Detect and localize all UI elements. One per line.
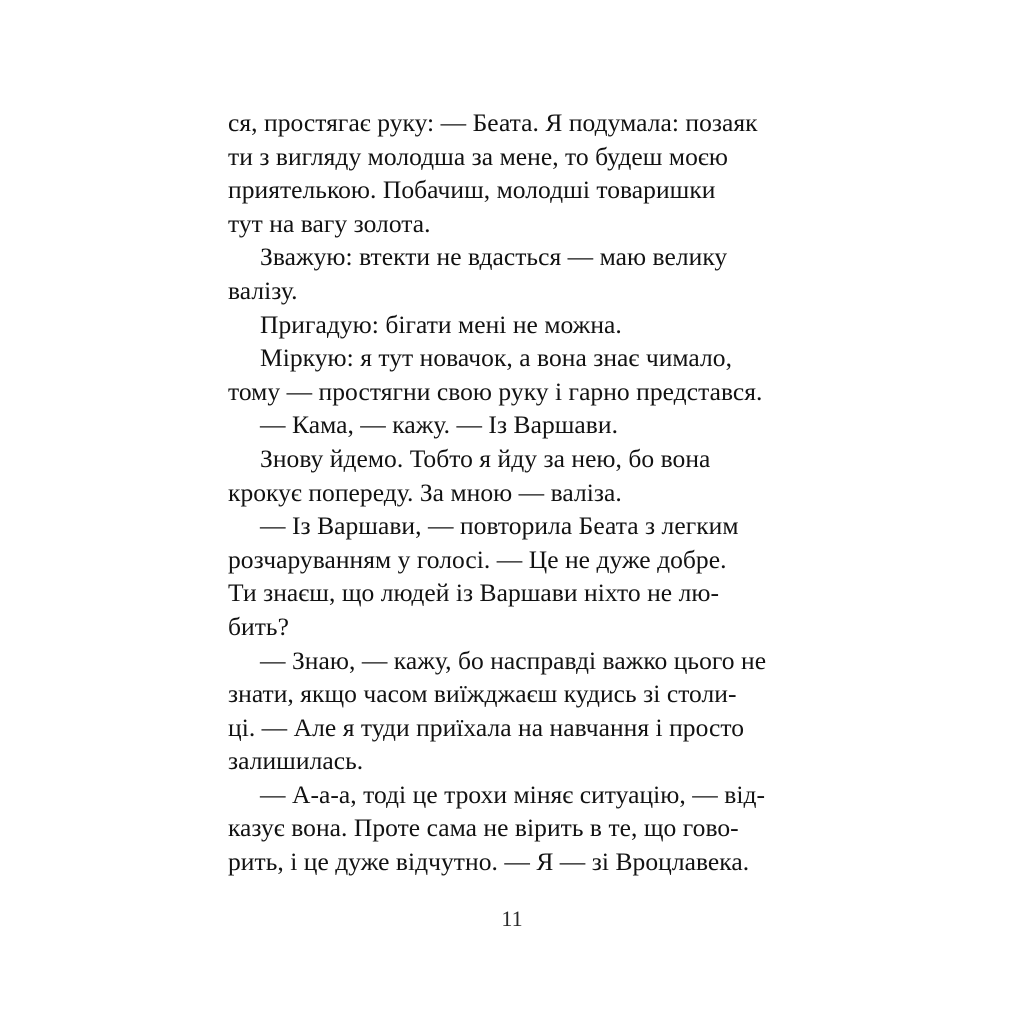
- text-line: ці. — Але я туди приїхала на навчання і просто: [228, 712, 745, 742]
- paragraph: [228, 442, 762, 509]
- text-line: тут на вагу золота.: [228, 208, 431, 238]
- text-line: — А-а-а, тоді це трохи міняє ситуацію, — від-: [260, 779, 766, 809]
- text-line: ся, простягає руку: — Беата. Я подумала: позаяк: [228, 108, 758, 137]
- text-line: приятелькою. Побачиш, молодші товаришки: [228, 175, 716, 205]
- text-line: залишилась.: [228, 746, 364, 776]
- page-number: 11: [501, 906, 523, 931]
- paragraph: [228, 408, 762, 442]
- text-line: Ти знаєш, що людей із Варшави ніхто не лю-: [228, 578, 719, 608]
- text-line: валізу.: [228, 275, 298, 305]
- paragraph: [228, 308, 762, 342]
- text-line: крокує попереду. За мною — валіза.: [228, 477, 622, 507]
- text-line: ти з вигляду молодша за мене, то будеш моєю: [228, 141, 728, 171]
- text-line: знати, якщо часом виїжджаєш кудись зі столи-: [228, 679, 737, 709]
- paragraph: [228, 509, 762, 643]
- text-line: Пригадую: бігати мені не можна.: [260, 309, 622, 339]
- paragraph: [228, 240, 762, 307]
- text-line: розчаруванням у голосі. — Це не дуже добре.: [228, 544, 727, 574]
- text-line: рить, і це дуже відчутно. — Я — зі Вроцлавека.: [228, 847, 750, 877]
- text-line: — Знаю, — кажу, бо насправді важко цього не: [260, 645, 767, 675]
- text-line: Міркую: я тут новачок, а вона знає чимало,: [260, 343, 733, 373]
- text-line: Знову йдемо. Тобто я йду за нею, бо вона: [260, 443, 711, 473]
- paragraph: [228, 341, 762, 408]
- paragraph: [228, 778, 766, 879]
- text-line: тому — простягни свою руку і гарно представся.: [228, 376, 763, 406]
- text-line: бить?: [228, 611, 289, 641]
- page-text-body: [228, 106, 767, 879]
- paragraph: [228, 106, 762, 240]
- text-line: Зважую: втекти не вдасться — маю велику: [260, 242, 728, 272]
- text-line: казує вона. Проте сама не вірить в те, що гово-: [228, 813, 739, 843]
- paragraph: [228, 644, 767, 778]
- text-line: — Кама, — кажу. — Із Варшави.: [260, 410, 619, 440]
- text-line: — Із Варшави, — повторила Беата з легким: [260, 511, 739, 541]
